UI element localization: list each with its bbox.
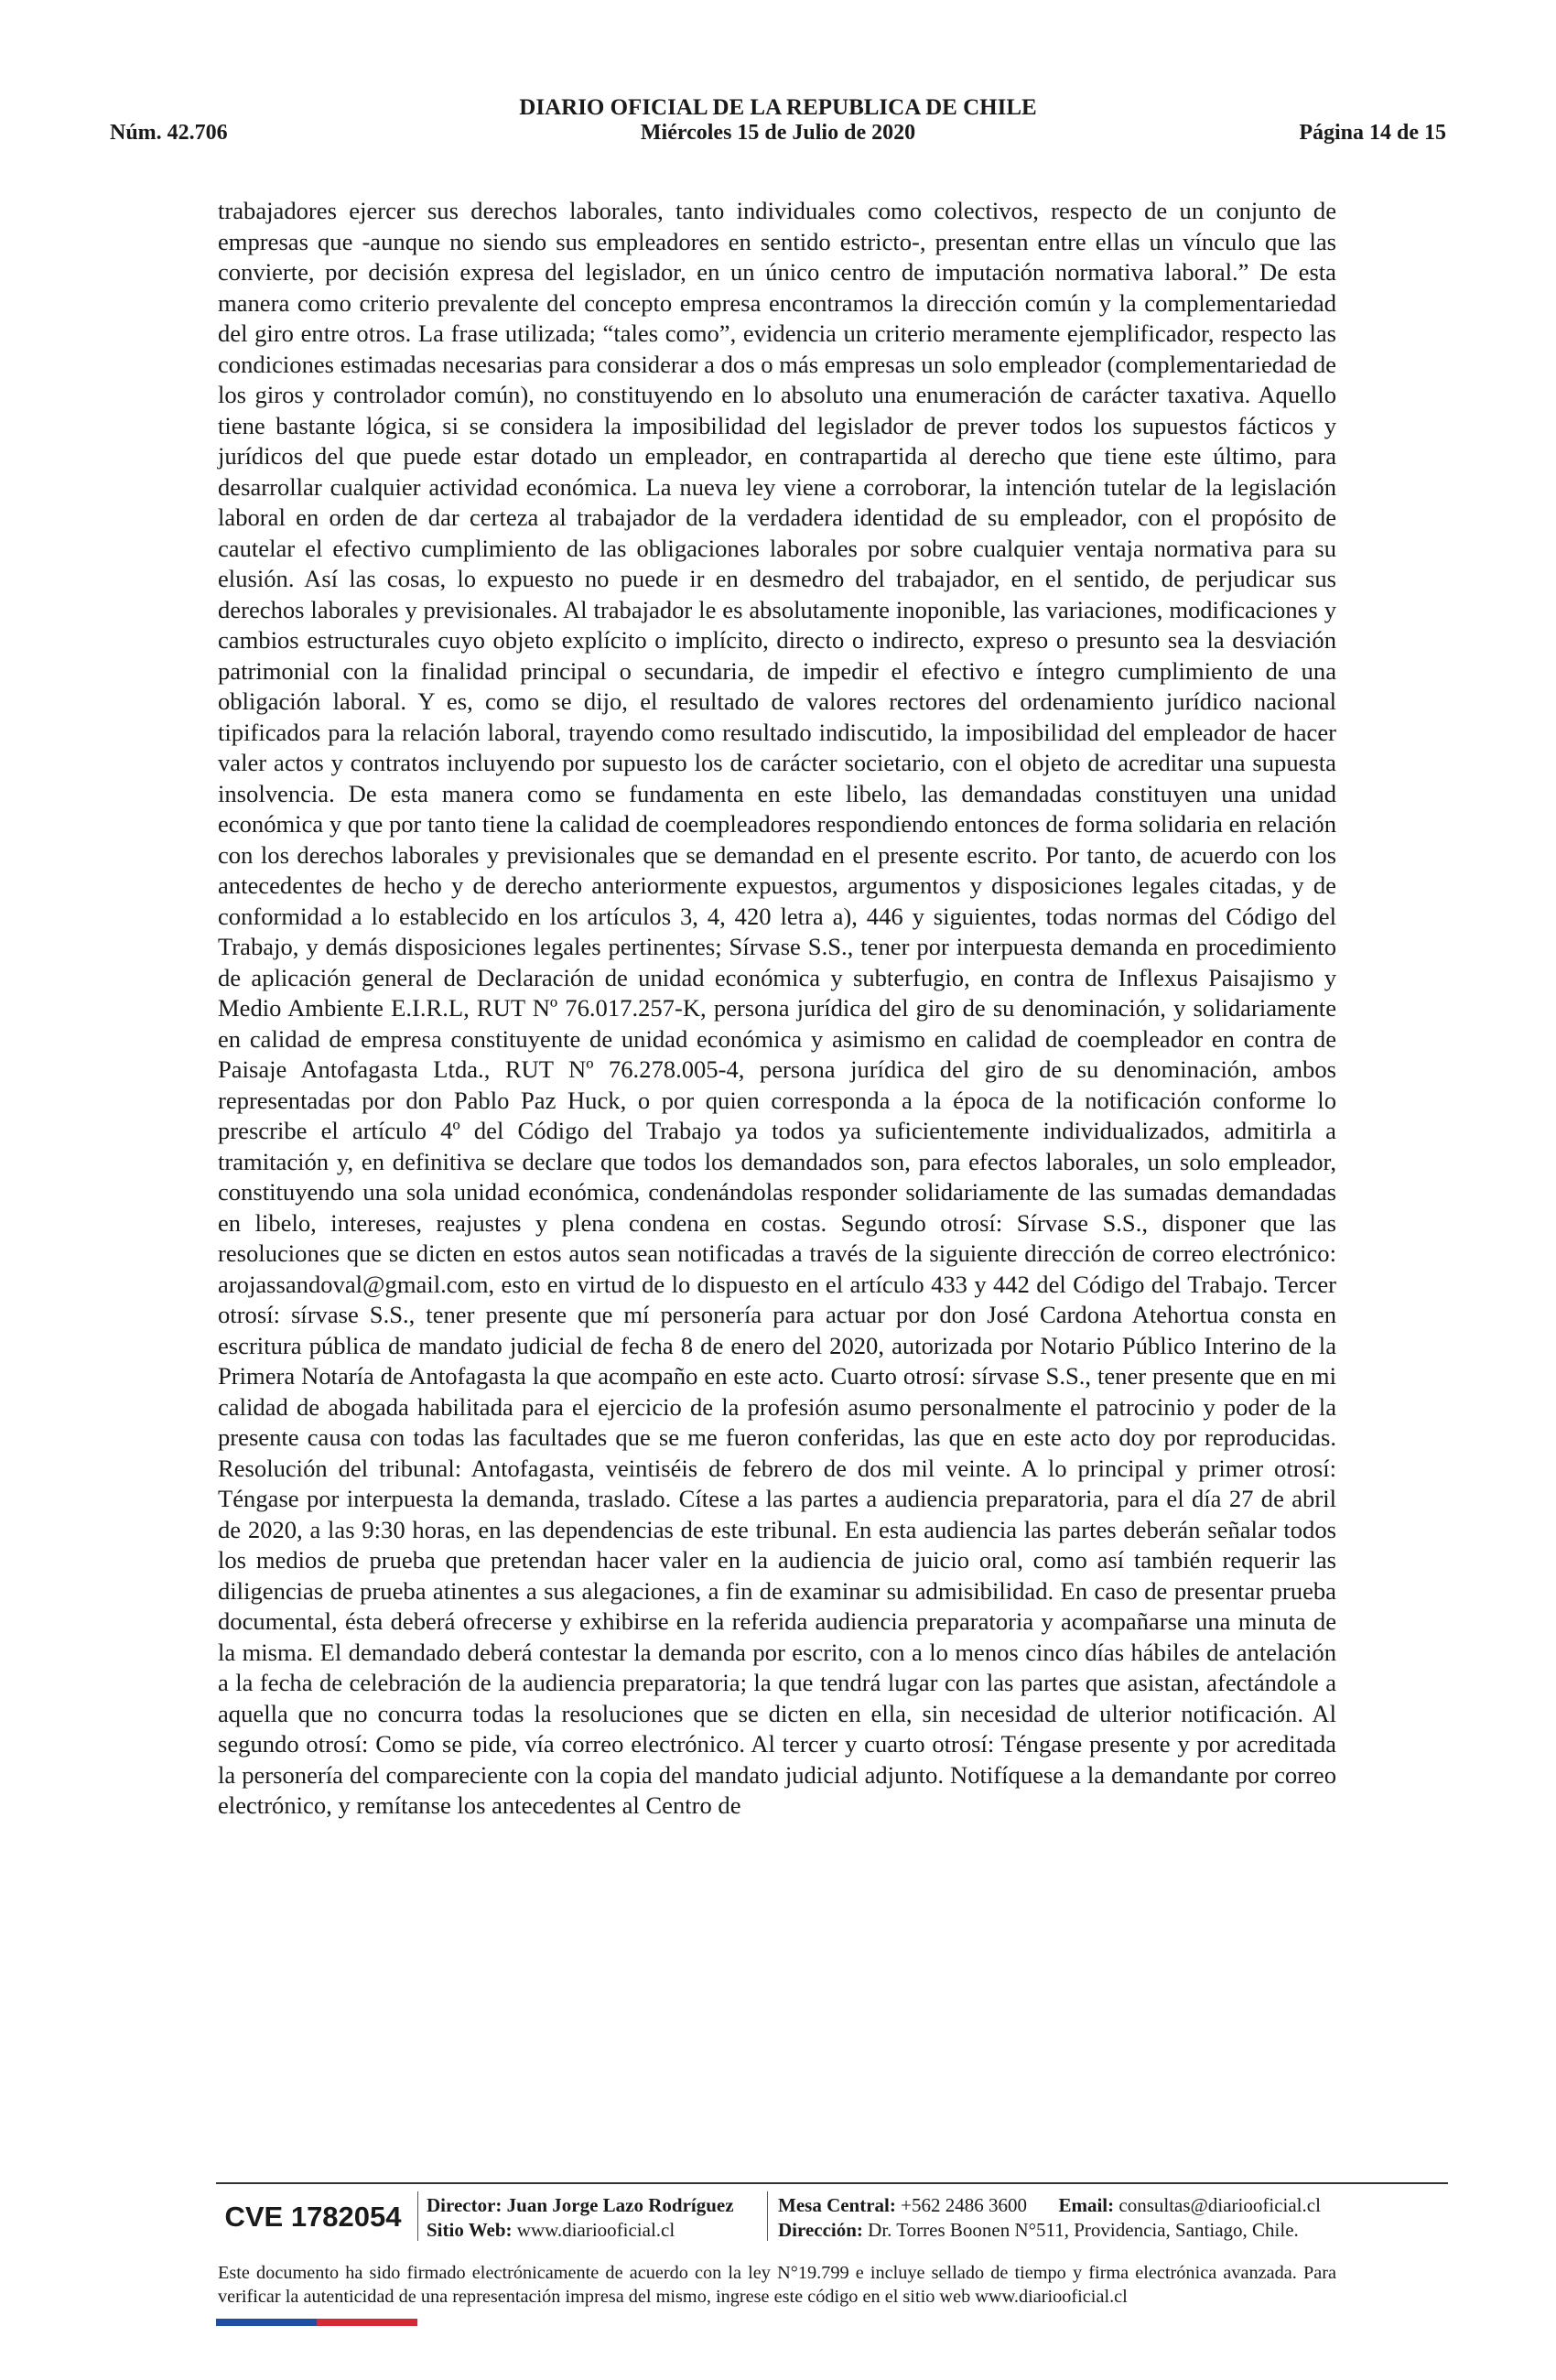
flag-stripe-blue bbox=[216, 2319, 317, 2326]
email-label: Email: bbox=[1058, 2194, 1115, 2216]
page-header bbox=[110, 92, 1446, 148]
footer-separator bbox=[417, 2191, 418, 2241]
issue-date: Miércoles 15 de Julio de 2020 bbox=[640, 121, 916, 145]
director-name: Juan Jorge Lazo Rodríguez bbox=[506, 2194, 734, 2216]
address-value: Dr. Torres Boonen N°511, Providencia, Santiago, Chile. bbox=[868, 2219, 1299, 2241]
gazette-title: DIARIO OFICIAL DE LA REPUBLICA DE CHILE bbox=[519, 95, 1037, 120]
chile-flag-stripe bbox=[216, 2319, 417, 2326]
issue-number: Núm. 42.706 bbox=[110, 121, 228, 145]
document-body: trabajadores ejercer sus derechos laborales, tanto individuales como colectivos, respecto de un conjunto de empresas que -aunque no siendo sus empleadores en sentido estricto-, presentan entre ellas un vínculo que las convierte, por decisión expresa del legislador, en un único centro de imputación normativa laboral.” De esta manera como criterio prevalente del concepto empresa encontramos la dirección común y la complementariedad del giro entre otros. La frase utilizada; “tales como”, evidencia un criterio meramente ejemplificador, respecto las condiciones estimadas necesarias para considerar a dos o más empresas un solo empleador (complementariedad de los giros y controlador común), no constituyendo en lo absoluto una enumeración de carácter taxativa. Aquello tiene bastante lógica, si se considera la imposibilidad del legislador de prever todos los supuestos fácticos y jurídicos del que puede estar dotado un empleador, en contrapartida al derecho que tiene este último, para desarrollar cualquier actividad económica. La nueva ley viene a corroborar, la intención tutelar de la legislación laboral en orden de dar certeza al trabajador de la verdadera identidad de su empleador, con el propósito de cautelar el efectivo cumplimiento de las obligaciones laborales por sobre cualquier ventaja normativa para su elusión. Así las cosas, lo expuesto no puede ir en desmedro del trabajador, en el sentido, de perjudicar sus derechos laborales y previsionales. Al trabajador le es absolutamente inoponible, las variaciones, modificaciones y cambios estructurales cuyo objeto explícito o implícito, directo o indirecto, expreso o presunto sea la desviación patrimonial con la finalidad principal o secundaria, de impedir el efectivo e íntegro cumplimiento de una obligación laboral. Y es, como se dijo, el resultado de valores rectores del ordenamiento jurídico nacional tipificados para la relación laboral, trayendo como resultado indiscutido, la imposibilidad del empleador de hacer valer actos y contratos incluyendo por supuesto los de carácter societario, con el objeto de acreditar una supuesta insolvencia. De esta manera como se fundamenta en este libelo, las demandadas constituyen una unidad económica y que por tanto tiene la calidad de coempleadores respondiendo entonces de forma solidaria en relación con los derechos laborales y previsionales que se demandad en el presente escrito. Por tanto, de acuerdo con los antecedentes de hecho y de derecho anteriormente expuestos, argumentos y disposiciones legales citadas, y de conformidad a lo establecido en los artículos 3, 4, 420 letra a), 446 y siguientes, todas normas del Código del Trabajo, y demás disposiciones legales pertinentes; Sírvase S.S., tener por interpuesta demanda en procedimiento de aplicación general de Declaración de unidad económica y subterfugio, en contra de Inflexus Paisajismo y Medio Ambiente E.I.R.L, RUT Nº 76.017.257-K, persona jurídica del giro de su denominación, y solidariamente en calidad de empresa constituyente de unidad económica y asimismo en calidad de coempleador en contra de Paisaje Antofagasta Ltda., RUT Nº 76.278.005-4, persona jurídica del giro de su denominación, ambos representadas por don Pablo Paz Huck, o por quien corresponda a la época de la notificación conforme lo prescribe el artículo 4º del Código del Trabajo ya todos ya suficientemente individualizados, admitirla a tramitación y, en definitiva se declare que todos los demandados son, para efectos laborales, un solo empleador, constituyendo una sola unidad económica, condenándolas responder solidariamente de las sumadas demandadas en libelo, intereses, reajustes y plena condena en costas. Segundo otrosí: Sírvase S.S., disponer que las resoluciones que se dicten en estos autos sean notificadas a través de la siguiente dirección de correo electrónico: arojassandoval@gmail.com, esto en virtud de lo dispuesto en el artículo 433 y 442 del Código del Trabajo. Tercer otrosí: sírvase S.S., tener presente que mí personería para actuar por don José Cardona Atehortua consta en escritura pública de mandato judicial de fecha 8 de enero del 2020, autorizada por Notario Público Interino de la Primera Notaría de Antofagasta la que acompaño en este acto. Cuarto otrosí: sírvase S.S., tener presente que en mi calidad de abogada habilitada para el ejercicio de la profesión asumo personalmente el patrocinio y poder de la presente causa con todas las facultades que se me fueron conferidas, las que en este acto doy por reproducidas. Resolución del tribunal: Antofagasta, veintiséis de febrero de dos mil veinte. A lo principal y primer otrosí: Téngase por interpuesta la demanda, traslado. Cítese a las partes a audiencia preparatoria, para el día 27 de abril de 2020, a las 9:30 horas, en las dependencias de este tribunal. En esta audiencia las partes deberán señalar todos los medios de prueba que pretendan hacer valer en la audiencia de juicio oral, como así también requerir las diligencias de prueba atinentes a sus alegaciones, a fin de examinar su admisibilidad. En caso de presentar prueba documental, ésta deberá ofrecerse y exhibirse en la referida audiencia preparatoria y acompañarse una minuta de la misma. El demandado deberá contestar la demanda por escrito, con a lo menos cinco días hábiles de antelación a la fecha de celebración de la audiencia preparatoria; la que tendrá lugar con las partes que asistan, afectándole a aquella que no concurra todas la resoluciones que se dicten en ella, sin necesidad de ulterior notificación. Al segundo otrosí: Como se pide, vía correo electrónico. Al tercer y cuarto otrosí: Téngase presente y por acreditada la personería del compareciente con la copia del mandato judicial adjunto. Notifíquese a la demandante por correo electrónico, y remítanse los antecedentes al Centro de bbox=[218, 197, 1336, 1819]
cve-code: CVE 1782054 bbox=[224, 2201, 402, 2233]
website-label: Sitio Web: bbox=[427, 2219, 513, 2241]
phone-label: Mesa Central: bbox=[778, 2194, 896, 2216]
email-link[interactable]: consultas@diariooficial.cl bbox=[1118, 2194, 1321, 2216]
footer-director-block bbox=[427, 2193, 734, 2243]
address-label: Dirección: bbox=[778, 2219, 863, 2241]
footer-separator bbox=[767, 2191, 768, 2241]
footer-contact-block bbox=[778, 2193, 1321, 2243]
signature-disclaimer: Este documento ha sido firmado electrónicamente de acuerdo con la ley N°19.799 e incluye sellado de tiempo y firma electrónica avanzada. Para verificar la autenticidad de una representación impresa del mismo, ingrese este código en el sitio web www.diariooficial.cl bbox=[218, 2263, 1336, 2307]
page-indicator: Página 14 de 15 bbox=[1299, 121, 1446, 145]
website-link[interactable]: www.diariooficial.cl bbox=[516, 2219, 675, 2241]
director-label: Director: bbox=[427, 2194, 502, 2216]
flag-stripe-red bbox=[317, 2319, 417, 2326]
phone-value: +562 2486 3600 bbox=[901, 2194, 1027, 2216]
footer-divider bbox=[216, 2182, 1448, 2184]
